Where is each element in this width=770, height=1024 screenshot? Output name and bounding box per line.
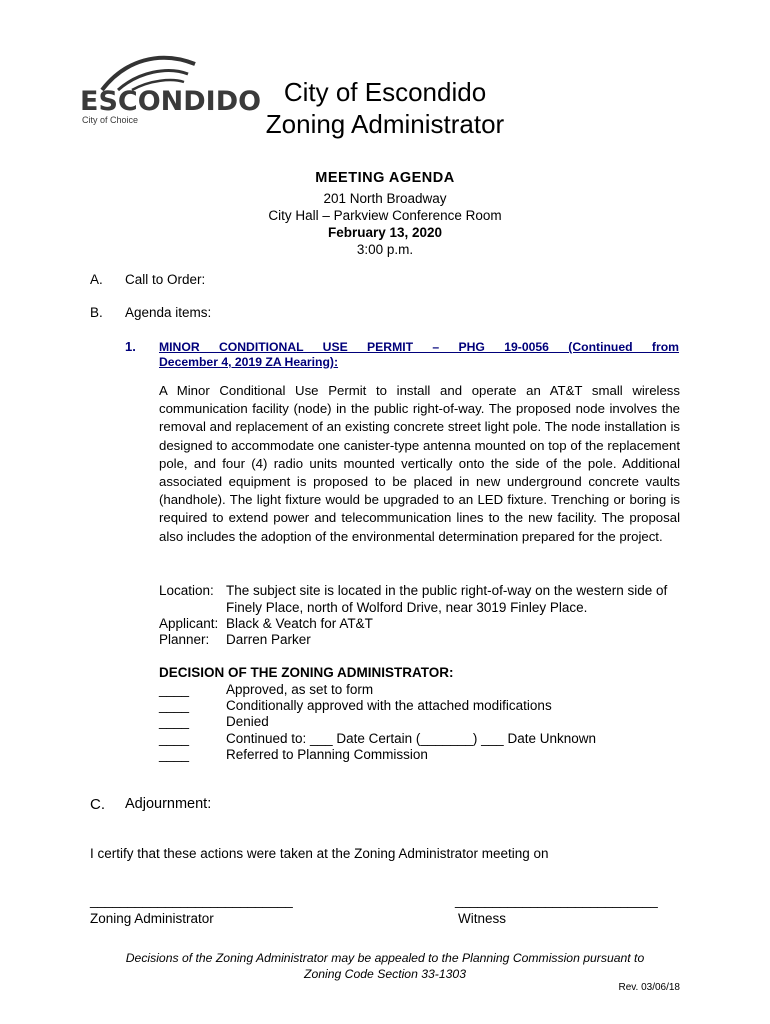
decision-option-denied: Denied	[226, 714, 269, 729]
certification-statement: I certify that these actions were taken at the Zoning Administrator meeting on	[90, 846, 549, 861]
applicant-label: Applicant:	[159, 616, 219, 631]
decision-option-continued: Continued to: ___ Date Certain (_______) ___ Date Unknown	[226, 731, 596, 746]
page-title	[230, 76, 540, 140]
meeting-time: 3:00 p.m.	[356, 242, 414, 257]
decision-blank: ____	[159, 682, 190, 697]
location-label: Location:	[159, 583, 214, 598]
item-number: 1.	[125, 339, 136, 354]
meeting-address: 201 North Broadway	[323, 191, 447, 206]
appeal-notice-line2: Zoning Code Section 33-1303	[304, 967, 466, 981]
section-a-letter: A.	[90, 272, 103, 287]
item-title-line1[interactable]: MINOR CONDITIONAL USE PERMIT – PHG 19-0056 (Continued from	[159, 340, 679, 354]
location-value-line2: Finely Place, north of Wolford Drive, near 3019 Finley Place.	[226, 600, 588, 615]
signature-line-right: ___________________________	[455, 893, 658, 908]
revision-date: Rev. 03/06/18	[618, 982, 680, 993]
decision-blank: ____	[159, 747, 190, 762]
escondido-logo	[80, 50, 262, 132]
logo-tagline: City of Choice	[82, 115, 139, 125]
meeting-details	[0, 190, 770, 258]
decision-blank: ____	[159, 731, 190, 746]
section-c-text: Adjournment:	[125, 796, 212, 812]
section-b-text: Agenda items:	[125, 305, 212, 320]
decision-option-referred: Referred to Planning Commission	[226, 747, 428, 762]
decision-blank: ____	[159, 714, 190, 729]
section-b-letter: B.	[90, 305, 103, 320]
title-office: Zoning Administrator	[265, 109, 505, 139]
escondido-logo-mark	[80, 50, 262, 132]
meeting-heading: MEETING AGENDA	[315, 170, 455, 186]
signature-label-witness: Witness	[458, 911, 507, 926]
appeal-notice-line1: Decisions of the Zoning Administrator may be appealed to the Planning Commission pursuant to	[125, 951, 645, 965]
applicant-value: Black & Veatch for AT&T	[226, 616, 373, 631]
planner-value: Darren Parker	[226, 632, 311, 647]
logo-wordmark: ESCONDIDO	[80, 86, 262, 117]
item-description: A Minor Conditional Use Permit to install and operate an AT&T small wireless communication facility (node) in the public right-of-way. The proposed node involves the removal and replacement of an existing concrete street light pole. The node installation is designed to accommodate one canister-type antenna mounted on top of the replacement pole, and four (4) radio units mounted vertically onto the side of the pole. Additional associated equipment is proposed to be placed in new underground concrete vaults (handhole). The light fixture would be upgraded to an LED fixture. Trenching or boring is required to extend power and telecommunication lines to the new facility. The proposal also includes the adoption of the environmental determination prepared for the project.	[159, 383, 680, 544]
section-c-letter: C.	[90, 796, 105, 813]
title-city: City of Escondido	[283, 77, 487, 107]
item-title-line2[interactable]: December 4, 2019 ZA Hearing):	[159, 355, 339, 369]
decision-option-conditional: Conditionally approved with the attached modifications	[226, 698, 552, 713]
section-a-text: Call to Order:	[125, 272, 206, 287]
appeal-notice	[0, 950, 770, 982]
signature-line-left: ___________________________	[90, 893, 293, 908]
meeting-room: City Hall – Parkview Conference Room	[268, 208, 502, 223]
planner-label: Planner:	[159, 632, 210, 647]
decision-heading: DECISION OF THE ZONING ADMINISTRATOR:	[159, 665, 454, 680]
signature-label-zoning-administrator: Zoning Administrator	[90, 911, 214, 926]
location-value-line1: The subject site is located in the public right-of-way on the western side of	[226, 583, 668, 598]
meeting-date: February 13, 2020	[327, 225, 443, 240]
decision-blank: ____	[159, 698, 190, 713]
decision-option-approved: Approved, as set to form	[226, 682, 374, 697]
